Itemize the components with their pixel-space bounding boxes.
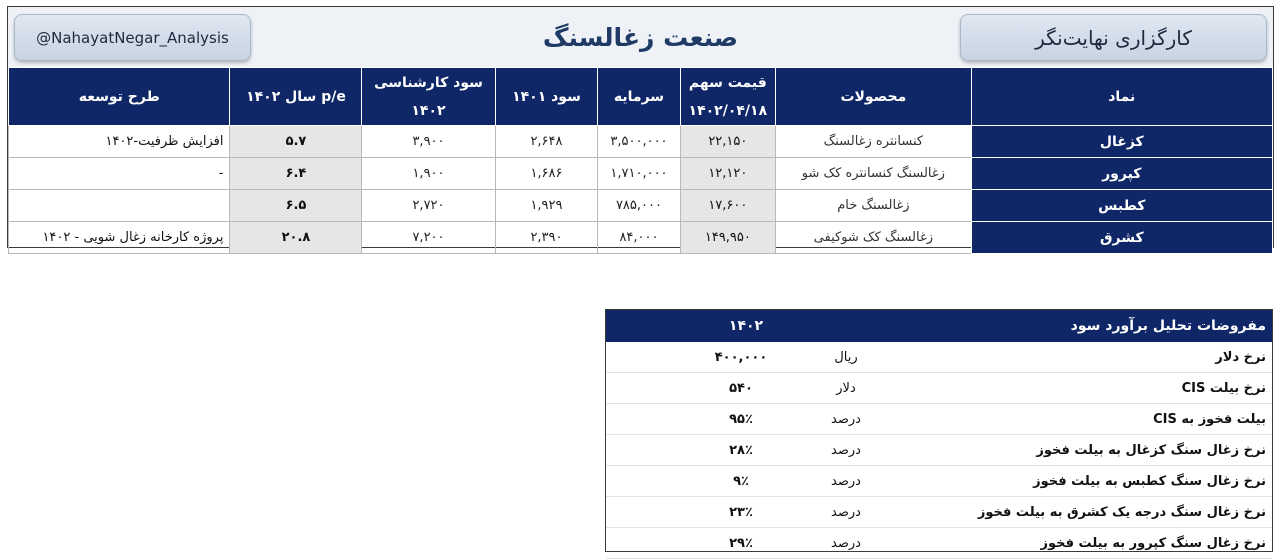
- price-cell: ۱۲,۱۲۰: [680, 158, 776, 190]
- industry-table-panel: [7, 6, 1274, 248]
- eps1401-cell: ۱,۶۸۶: [495, 158, 598, 190]
- price-cell: ۱۴۹,۹۵۰: [680, 222, 776, 254]
- assumption-label: بیلت فخوز به CIS: [1153, 411, 1266, 427]
- assumption-unit: درصد: [831, 504, 861, 520]
- assumption-row: [606, 373, 1272, 404]
- products-cell: کنسانتره زغالسنگ: [776, 126, 971, 158]
- assumption-label: نرخ زغال سنگ کطبس به بیلت فخوز: [1033, 473, 1266, 489]
- products-cell: زغالسنگ خام: [776, 190, 971, 222]
- table-row: [9, 126, 1273, 158]
- assumption-row: [606, 404, 1272, 435]
- assumption-label: نرخ زغال سنگ کپرور به بیلت فخوز: [1040, 535, 1266, 551]
- symbol-cell: کشرق: [971, 222, 1272, 254]
- assumption-label: نرخ زغال سنگ کزغال به بیلت فخوز: [1036, 442, 1266, 458]
- brokerage-name-badge: کارگزاری نهایت‌نگر: [960, 14, 1267, 61]
- assumption-value: ۲۸٪: [729, 442, 753, 458]
- symbol-cell: کطبس: [971, 190, 1272, 222]
- assumption-unit: ریال: [834, 349, 858, 365]
- col-plan: طرح توسعه: [9, 68, 230, 126]
- assumption-row: [606, 435, 1272, 466]
- pe-cell: ۶.۴: [230, 158, 362, 190]
- assumption-label: نرخ زغال سنگ درجه یک کشرق به بیلت فخوز: [977, 504, 1266, 520]
- table-row: [9, 190, 1273, 222]
- assumption-row: [606, 497, 1272, 528]
- plan-cell: افزایش ظرفیت-۱۴۰۲: [9, 126, 230, 158]
- assumption-row: [606, 528, 1272, 559]
- capital-cell: ۷۸۵,۰۰۰: [598, 190, 680, 222]
- assumptions-year: ۱۴۰۲: [728, 318, 764, 334]
- symbol-cell: کزغال: [971, 126, 1272, 158]
- symbol-cell: کپرور: [971, 158, 1272, 190]
- plan-cell: -: [9, 158, 230, 190]
- assumption-label: نرخ بیلت CIS: [1181, 380, 1266, 396]
- capital-cell: ۱,۷۱۰,۰۰۰: [598, 158, 680, 190]
- col-expert-eps: سود کارشناسی ۱۴۰۲: [362, 68, 495, 126]
- price-cell: ۲۲,۱۵۰: [680, 126, 776, 158]
- expert-eps-cell: ۲,۷۲۰: [362, 190, 495, 222]
- capital-cell: ۳,۵۰۰,۰۰۰: [598, 126, 680, 158]
- assumption-value: ۲۹٪: [729, 535, 753, 551]
- assumption-unit: دلار: [836, 380, 856, 396]
- pe-cell: ۵.۷: [230, 126, 362, 158]
- expert-eps-cell: ۳,۹۰۰: [362, 126, 495, 158]
- pe-cell: ۲۰.۸: [230, 222, 362, 254]
- products-cell: زغالسنگ کک شوکیفی: [776, 222, 971, 254]
- assumption-unit: درصد: [831, 411, 861, 427]
- assumption-unit: درصد: [831, 442, 861, 458]
- table-row: [9, 222, 1273, 254]
- assumption-value: ۹۵٪: [729, 411, 753, 427]
- col-capital: سرمایه: [598, 68, 680, 126]
- col-price: قیمت سهم ۱۴۰۲/۰۴/۱۸: [680, 68, 776, 126]
- assumption-row: [606, 466, 1272, 497]
- header-band: [8, 7, 1273, 68]
- assumption-value: ۲۳٪: [729, 504, 753, 520]
- channel-handle-badge: @NahayatNegar_Analysis: [14, 14, 251, 61]
- eps1401-cell: ۲,۶۴۸: [495, 126, 598, 158]
- col-products: محصولات: [776, 68, 971, 126]
- col-eps1401: سود ۱۴۰۱: [495, 68, 598, 126]
- assumption-row: [606, 342, 1272, 373]
- plan-cell: [9, 190, 230, 222]
- assumption-value: ۹٪: [733, 473, 749, 489]
- eps1401-cell: ۲,۳۹۰: [495, 222, 598, 254]
- assumption-unit: درصد: [831, 535, 861, 551]
- table-row: [9, 158, 1273, 190]
- assumptions-panel: [605, 309, 1273, 552]
- assumptions-header: [606, 310, 1272, 342]
- price-cell: ۱۷,۶۰۰: [680, 190, 776, 222]
- expert-eps-cell: ۷,۲۰۰: [362, 222, 495, 254]
- assumptions-title: مفروضات تحلیل برآورد سود: [1070, 318, 1266, 334]
- assumption-label: نرخ دلار: [1215, 349, 1266, 365]
- col-pe: p/e سال ۱۴۰۲: [230, 68, 362, 126]
- pe-cell: ۶.۵: [230, 190, 362, 222]
- plan-cell: پروژه کارخانه زغال شویی - ۱۴۰۲: [9, 222, 230, 254]
- companies-table: [8, 67, 1273, 254]
- eps1401-cell: ۱,۹۲۹: [495, 190, 598, 222]
- capital-cell: ۸۴,۰۰۰: [598, 222, 680, 254]
- page-title: صنعت زغالسنگ: [542, 22, 739, 52]
- col-symbol: نماد: [971, 68, 1272, 126]
- products-cell: زغالسنگ کنسانتره کک شو: [776, 158, 971, 190]
- expert-eps-cell: ۱,۹۰۰: [362, 158, 495, 190]
- assumption-unit: درصد: [831, 473, 861, 489]
- table-header-row: [9, 68, 1273, 126]
- assumption-value: ۵۴۰: [729, 380, 753, 396]
- assumption-value: ۴۰۰,۰۰۰: [714, 349, 768, 365]
